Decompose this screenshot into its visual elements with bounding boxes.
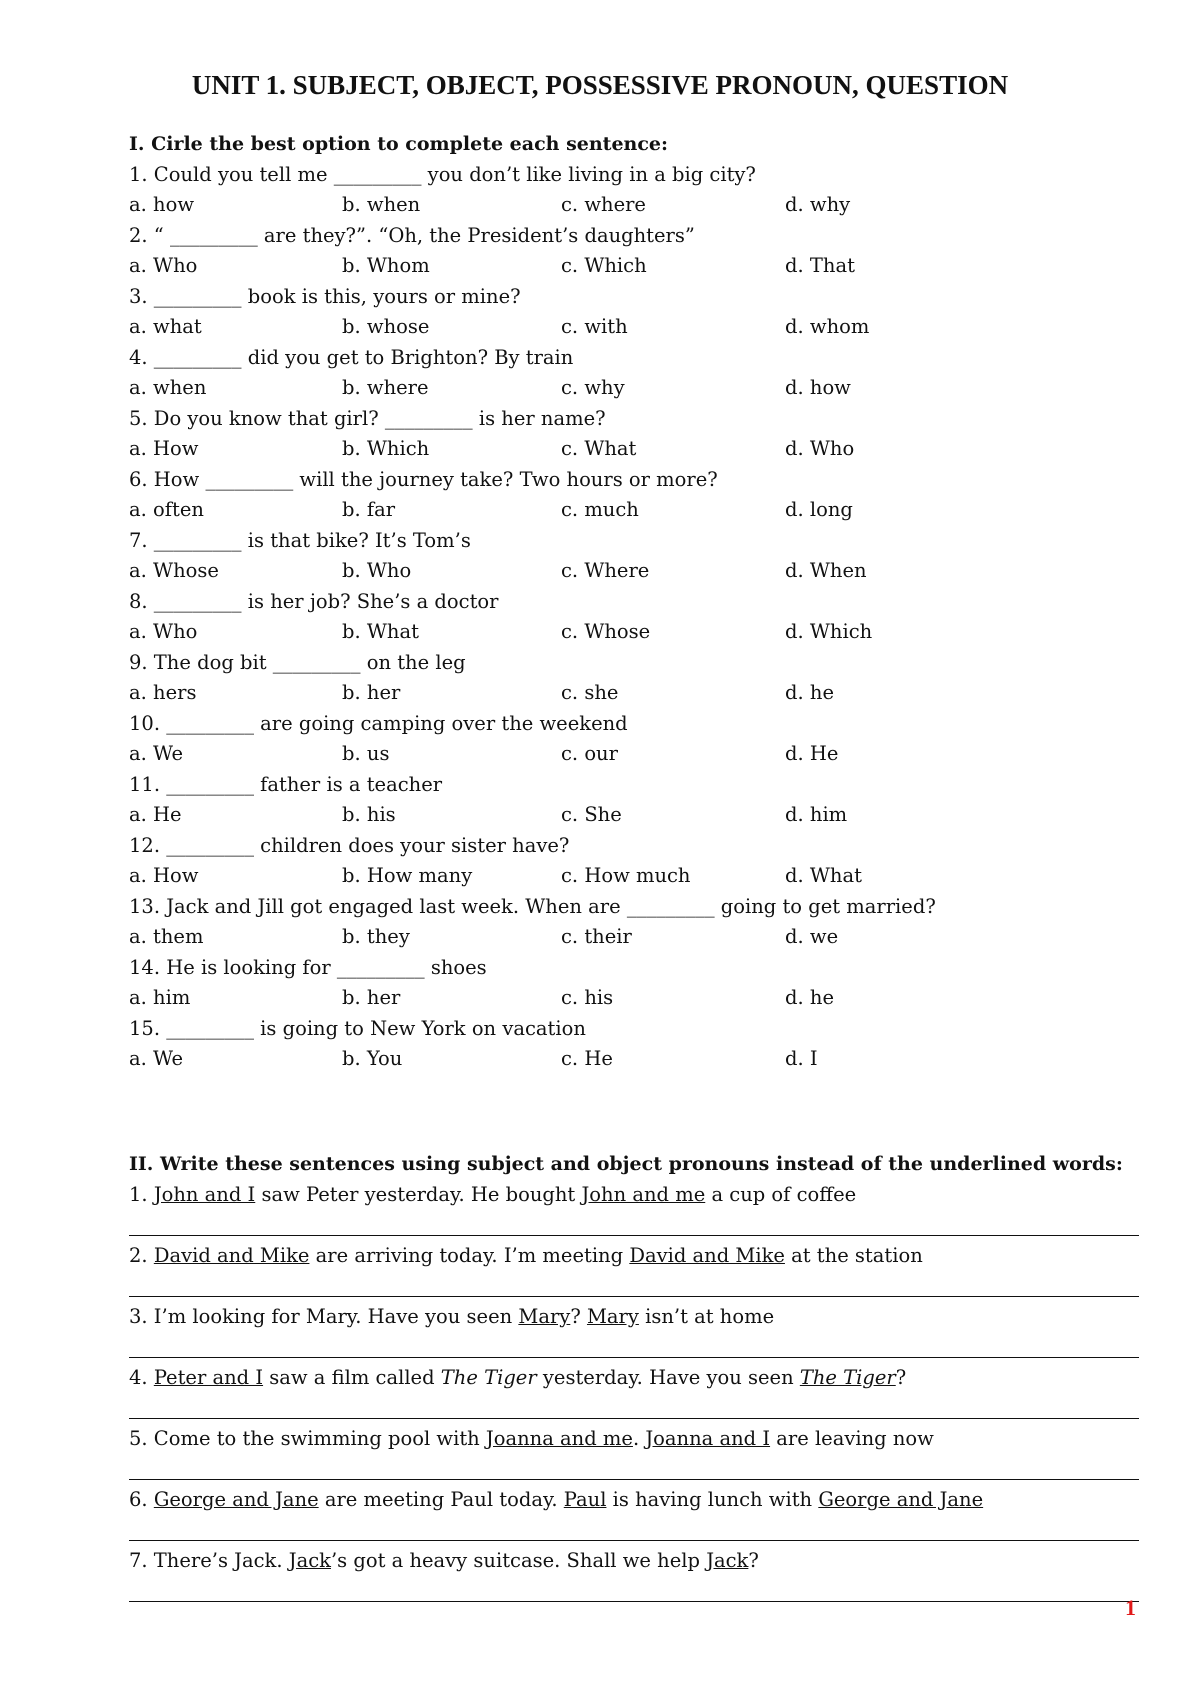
option-d[interactable]: d. That [785,254,855,277]
option-c[interactable]: c. Whose [561,620,651,643]
option-d[interactable]: d. whom [785,315,870,338]
option-b[interactable]: b. Which [342,437,430,460]
sentence-text: 6. [129,1488,154,1511]
underlined-phrase: Jack [288,1549,331,1572]
sentence-text: ’s got a heavy suitcase. Shall we help [330,1549,707,1572]
sentence-text: saw Peter yesterday. He bought [255,1183,582,1206]
option-d[interactable]: d. I [785,1047,818,1070]
question-text: 15. _________ is going to New York on vacation [129,1017,586,1040]
option-c[interactable]: c. where [561,193,646,216]
option-d[interactable]: d. him [785,803,848,826]
rewrite-sentence [129,1365,906,1391]
question-text: 5. Do you know that girl? _________ is her name? [129,407,606,430]
option-d[interactable]: d. he [785,681,834,704]
option-c[interactable]: c. his [561,986,614,1009]
rewrite-sentence [129,1304,774,1330]
underlined-phrase: George and Jane [153,1488,319,1511]
option-b[interactable]: b. You [342,1047,403,1070]
question-text: 10. _________ are going camping over the weekend [129,712,628,735]
sentence-text: are arriving today. I’m meeting [309,1244,630,1267]
sentence-text: yesterday. Have you seen [536,1366,800,1389]
answer-line[interactable] [129,1479,1139,1480]
option-b[interactable]: b. What [342,620,419,643]
option-d[interactable]: d. long [785,498,853,521]
underlined-phrase: Joanna and I [645,1427,771,1450]
option-c[interactable]: c. why [561,376,625,399]
sentence-text: is having lunch with [606,1488,819,1511]
sentence-text: ? [895,1366,907,1389]
sentence-text: 3. I’m looking for Mary. Have you seen [129,1305,519,1328]
underlined-phrase: George and Jane [818,1488,984,1511]
option-b[interactable]: b. far [342,498,396,521]
question-text: 6. How _________ will the journey take? Two hours or more? [129,468,718,491]
option-a[interactable]: a. when [129,376,207,399]
rewrite-sentence [129,1243,923,1269]
question-text: 7. _________ is that bike? It’s Tom’s [129,529,471,552]
option-a[interactable]: a. often [129,498,204,521]
option-b[interactable]: b. Who [342,559,412,582]
option-c[interactable]: c. What [561,437,637,460]
option-c[interactable]: c. she [561,681,619,704]
option-b[interactable]: b. where [342,376,429,399]
option-a[interactable]: a. How [129,437,199,460]
underlined-phrase: Joanna and me [485,1427,633,1450]
option-a[interactable]: a. Who [129,254,198,277]
answer-line[interactable] [129,1296,1139,1297]
option-d[interactable]: d. how [785,376,851,399]
option-b[interactable]: b. her [342,681,401,704]
option-c[interactable]: c. much [561,498,639,521]
rewrite-sentence [129,1548,759,1574]
option-a[interactable]: a. what [129,315,202,338]
option-a[interactable]: a. Who [129,620,198,643]
option-c[interactable]: c. Where [561,559,650,582]
rewrite-sentence [129,1182,856,1208]
sentence-text: ? [570,1305,587,1328]
option-c[interactable]: c. our [561,742,618,765]
question-text: 1. Could you tell me _________ you don’t like living in a big city? [129,163,756,186]
underlined-phrase: Mary [518,1305,571,1328]
underlined-phrase: John and me [581,1183,706,1206]
option-a[interactable]: a. Whose [129,559,219,582]
question-text: 2. “ _________ are they?”. “Oh, the President’s daughters” [129,224,695,247]
sentence-text: The Tiger [440,1366,537,1389]
page-number: 1 [1125,1595,1136,1620]
option-c[interactable]: c. Which [561,254,647,277]
sentence-text: saw a film called [263,1366,441,1389]
option-a[interactable]: a. hers [129,681,197,704]
option-b[interactable]: b. they [342,925,410,948]
underlined-phrase: The Tiger [799,1366,896,1389]
option-d[interactable]: d. why [785,193,851,216]
option-b[interactable]: b. whose [342,315,430,338]
option-a[interactable]: a. them [129,925,204,948]
sentence-text: 2. [129,1244,154,1267]
answer-line[interactable] [129,1418,1139,1419]
question-text: 11. _________ father is a teacher [129,773,443,796]
sentence-text: 4. [129,1366,154,1389]
sentence-text: . [632,1427,646,1450]
underlined-phrase: Peter and I [153,1366,264,1389]
sentence-text: ? [748,1549,759,1572]
option-a[interactable]: a. How [129,864,199,887]
option-b[interactable]: b. How many [342,864,473,887]
option-c[interactable]: c. She [561,803,622,826]
option-b[interactable]: b. Whom [342,254,430,277]
rewrite-sentence [129,1426,934,1452]
option-d[interactable]: d. When [785,559,867,582]
option-a[interactable]: a. We [129,742,184,765]
underlined-phrase: David and Mike [629,1244,785,1267]
option-d[interactable]: d. we [785,925,839,948]
sentence-text: 7. There’s Jack. [129,1549,289,1572]
option-d[interactable]: d. Which [785,620,873,643]
option-b[interactable]: b. his [342,803,396,826]
answer-line[interactable] [129,1357,1139,1358]
option-c[interactable]: c. How much [561,864,691,887]
option-b[interactable]: b. her [342,986,401,1009]
option-c[interactable]: c. with [561,315,628,338]
question-text: 14. He is looking for _________ shoes [129,956,487,979]
option-b[interactable]: b. us [342,742,390,765]
option-c[interactable]: c. their [561,925,632,948]
option-a[interactable]: a. He [129,803,182,826]
underlined-phrase: Paul [563,1488,607,1511]
sentence-text: are leaving now [770,1427,934,1450]
sentence-text: are meeting Paul today. [318,1488,564,1511]
option-a[interactable]: a. We [129,1047,184,1070]
question-text: 9. The dog bit _________ on the leg [129,651,466,674]
question-text: 12. _________ children does your sister have? [129,834,570,857]
sentence-text: 1. [129,1183,154,1206]
rewrite-sentence [129,1487,983,1513]
option-a[interactable]: a. how [129,193,195,216]
sentence-text: isn’t at home [638,1305,775,1328]
question-text: 8. _________ is her job? She’s a doctor [129,590,499,613]
sentence-text: at the station [784,1244,923,1267]
answer-line[interactable] [129,1601,1139,1602]
option-d[interactable]: d. Who [785,437,855,460]
question-text: 13. Jack and Jill got engaged last week. When are _________ going to get married? [129,895,936,918]
sentence-text: a cup of coffee [705,1183,857,1206]
section-2-heading: II. Write these sentences using subject and object pronouns instead of the underlined words: [129,1153,1123,1175]
answer-line[interactable] [129,1235,1139,1236]
option-d[interactable]: d. He [785,742,839,765]
page-title: UNIT 1. SUBJECT, OBJECT, POSSESSIVE PRONOUN, QUESTION [191,70,1009,100]
option-b[interactable]: b. when [342,193,421,216]
question-text: 4. _________ did you get to Brighton? By train [129,346,574,369]
option-a[interactable]: a. him [129,986,191,1009]
underlined-phrase: David and Mike [153,1244,310,1267]
option-d[interactable]: d. What [785,864,862,887]
question-text: 3. _________ book is this, yours or mine? [129,285,521,308]
underlined-phrase: John and I [153,1183,256,1206]
underlined-phrase: Jack [706,1549,749,1572]
option-d[interactable]: d. he [785,986,834,1009]
sentence-text: 5. Come to the swimming pool with [129,1427,486,1450]
section-1-heading: I. Cirle the best option to complete each sentence: [129,133,669,155]
underlined-phrase: Mary [586,1305,639,1328]
answer-line[interactable] [129,1540,1139,1541]
option-c[interactable]: c. He [561,1047,613,1070]
